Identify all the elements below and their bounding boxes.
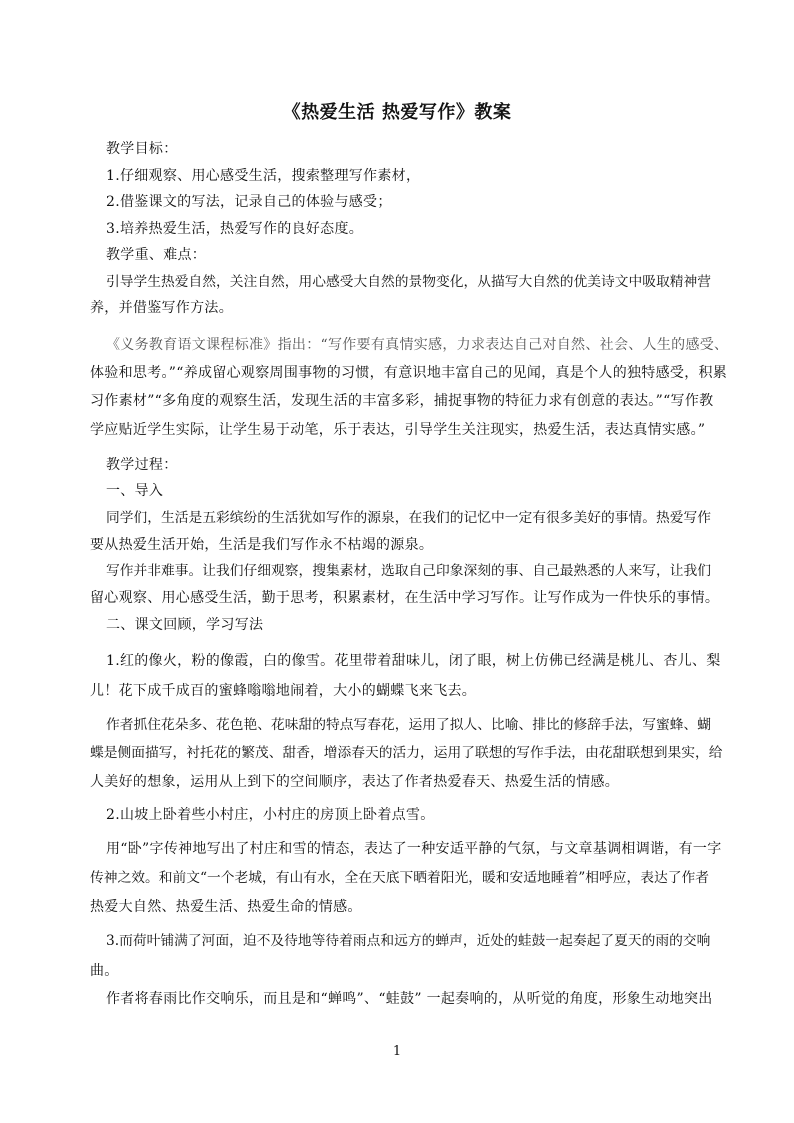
paragraph-line: 3.而荷叶铺满了河面，迫不及待地等待着雨点和远方的蝉声，近处的蛙鼓一起奏起了夏天的雨的交响 bbox=[106, 933, 711, 949]
paragraph-line: 1.红的像火，粉的像霞，白的像雪。花里带着甜味儿，闭了眼，树上仿佛已经满是桃儿、杏儿、梨 bbox=[106, 653, 721, 669]
paragraph-line: 教学过程： bbox=[106, 457, 178, 473]
paragraph-line: 要从热爱生活开始，生活是我们写作永不枯竭的源泉。 bbox=[90, 537, 434, 553]
paragraph-line: 留心观察、用心感受生活，勤于思考，积累素材，在生活中学习写作。让写作成为一件快乐的事情。 bbox=[90, 590, 720, 606]
paragraph-line: 儿！花下成千成百的蜜蜂嗡嗡地闹着，大小的蝴蝶飞来飞去。 bbox=[90, 683, 477, 699]
section-heading: 一、导入 bbox=[106, 483, 164, 499]
paragraph-line: 曲。 bbox=[90, 963, 119, 979]
citation-line: 《义务教育语文课程标准》指出：“写作要有真情实感，力求表达自己对自然、社会、人生的感受、 bbox=[106, 337, 729, 353]
paragraph-line: 教学重、难点： bbox=[106, 247, 207, 263]
paragraph-line: 1.仔细观察、用心感受生活，搜索整理写作素材， bbox=[106, 168, 421, 184]
paragraph-line: 用“卧”字传神地写出了村庄和雪的情态，表达了一种安适平静的气氛，与文章基调相调谐，有一字 bbox=[106, 841, 722, 857]
paragraph-line: 体验和思考。”“养成留心观察周围事物的习惯，有意识地丰富自己的见闻，真是个人的独特感受，积累 bbox=[90, 365, 728, 381]
document-title: 《热爱生活 热爱写作》教案 bbox=[282, 102, 512, 123]
paragraph-line: 学应贴近学生实际，让学生易于动笔，乐于表达，引导学生关注现实，热爱生活，表达真情实感。” bbox=[90, 422, 706, 438]
paragraph-line: 2.借鉴课文的写法，记录自己的体验与感受； bbox=[106, 194, 392, 210]
paragraph-line: 习作素材”“多角度的观察生活，发现生活的丰富多彩，捕捉事物的特征力求有创意的表达。”“写作教 bbox=[90, 393, 714, 409]
paragraph-line: 引导学生热爱自然，关注自然，用心感受大自然的景物变化，从描写大自然的优美诗文中吸取精神营 bbox=[106, 274, 712, 290]
paragraph-line: 热爱大自然、热爱生活、热爱生命的情感。 bbox=[90, 899, 362, 915]
paragraph-line: 传神之效。和前文“一个老城，有山有水，全在天底下晒着阳光，暖和安适地睡着”相呼应，表达了作者 bbox=[90, 870, 710, 886]
paragraph-line: 蝶是侧面描写，衬托花的繁茂、甜香，增添春天的活力，运用了联想的写作手法，由花甜联想到果实，给 bbox=[90, 745, 723, 761]
paragraph-line: 人美好的想象，运用从上到下的空间顺序，表达了作者热爱春天、热爱生活的情感。 bbox=[90, 774, 620, 790]
paragraph-line: 作者抓住花朵多、花色艳、花味甜的特点写春花，运用了拟人、比喻、排比的修辞手法，写蜜蜂、蝴 bbox=[106, 717, 712, 733]
paragraph-line: 养，并借鉴写作方法。 bbox=[90, 300, 233, 316]
page-number: 1 bbox=[392, 1044, 402, 1059]
paragraph-line: 3.培养热爱生活，热爱写作的良好态度。 bbox=[106, 221, 364, 237]
section-heading: 二、课文回顾，学习写法 bbox=[106, 617, 264, 633]
paragraph-line: 作者将春雨比作交响乐，而且是和“蝉鸣”、“蛙鼓” 一起奏响的，从听觉的角度，形象生动地突出 bbox=[106, 991, 713, 1007]
paragraph-line: 教学目标： bbox=[106, 141, 178, 157]
paragraph-line: 写作并非难事。让我们仔细观察，搜集素材，选取自己印象深刻的事、自己最熟悉的人来写，让我们 bbox=[106, 563, 712, 579]
paragraph-line: 同学们，生活是五彩缤纷的生活犹如写作的源泉，在我们的记忆中一定有很多美好的事情。热爱写作 bbox=[106, 510, 712, 526]
paragraph-line: 2.山坡上卧着些小村庄，小村庄的房顶上卧着点雪。 bbox=[106, 807, 435, 823]
